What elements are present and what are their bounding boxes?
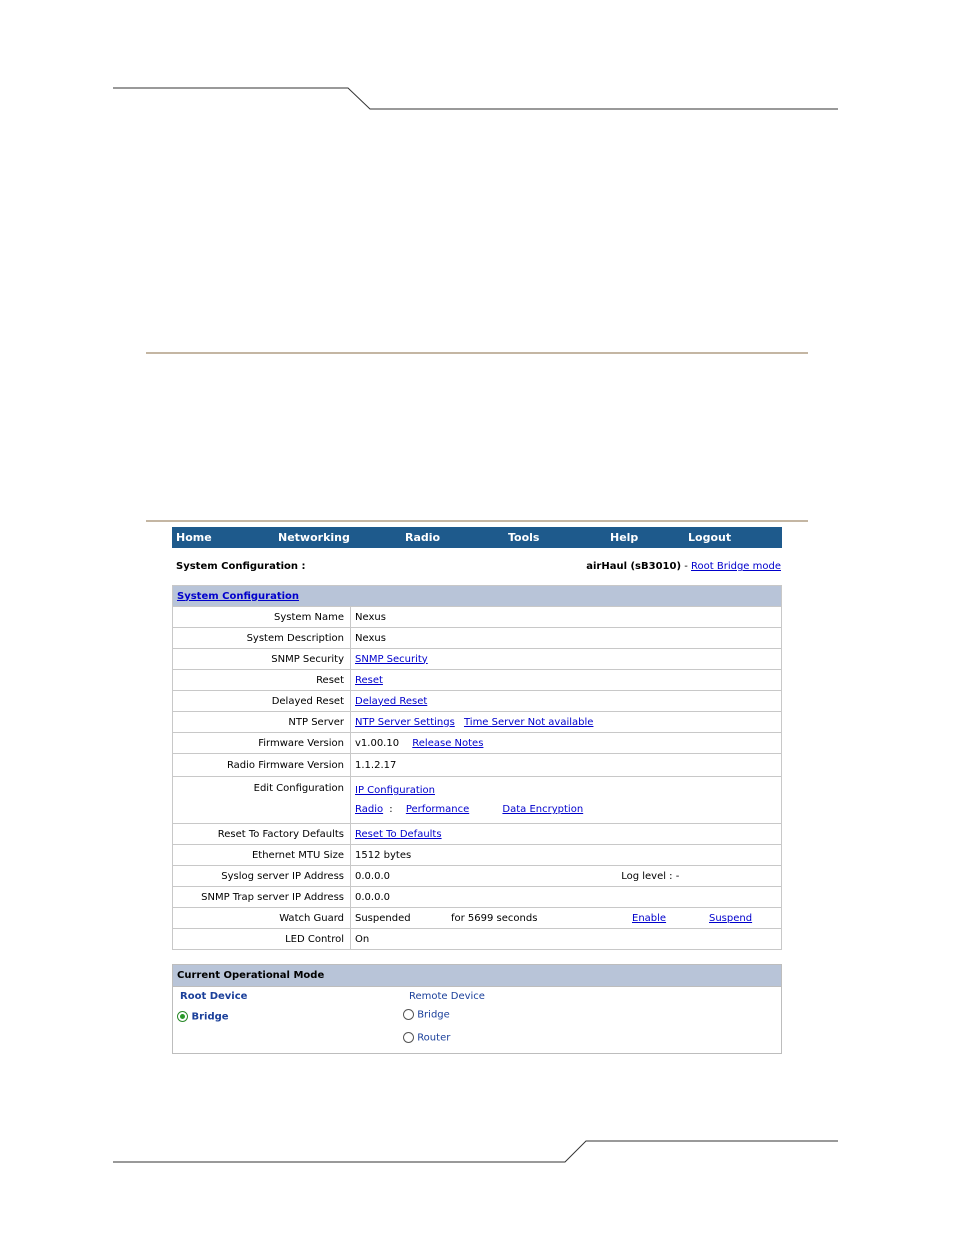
syslog-ip-value: 0.0.0.0 bbox=[355, 870, 390, 882]
top-menu-bar bbox=[172, 527, 782, 548]
mode-link[interactable]: Root Bridge mode bbox=[691, 561, 781, 572]
row-label: LED Control bbox=[173, 929, 351, 950]
remote-router-label: Router bbox=[417, 1032, 451, 1044]
table-row bbox=[173, 866, 782, 887]
table-row bbox=[173, 649, 782, 670]
table-row bbox=[173, 777, 782, 824]
watch-guard-status: Suspended bbox=[355, 912, 411, 924]
row-label: Watch Guard bbox=[173, 908, 351, 929]
system-configuration-link[interactable]: System Configuration bbox=[177, 590, 300, 602]
snmp-trap-ip-value: 0.0.0.0 bbox=[351, 887, 782, 908]
device-info bbox=[586, 561, 781, 572]
row-label: System Description bbox=[173, 628, 351, 649]
operational-mode-title: Current Operational Mode bbox=[173, 965, 781, 987]
watch-guard-suspend-link[interactable]: Suspend bbox=[709, 912, 753, 924]
ip-configuration-link[interactable]: IP Configuration bbox=[355, 785, 435, 796]
radio-unselected-icon[interactable] bbox=[403, 1032, 414, 1043]
table-row bbox=[173, 733, 782, 754]
release-notes-link[interactable]: Release Notes bbox=[412, 737, 484, 749]
row-label: Reset bbox=[173, 670, 351, 691]
table-row bbox=[173, 628, 782, 649]
radio-selected-icon[interactable] bbox=[177, 1011, 188, 1022]
table-row bbox=[173, 607, 782, 628]
snmp-security-link[interactable]: SNMP Security bbox=[355, 653, 428, 665]
table-row bbox=[173, 929, 782, 950]
menu-home[interactable]: Home bbox=[176, 531, 212, 544]
led-control-value: On bbox=[351, 929, 782, 950]
device-model: airHaul (sB3010) bbox=[586, 561, 682, 572]
menu-tools[interactable]: Tools bbox=[508, 531, 540, 544]
header-separator: - bbox=[681, 561, 692, 572]
row-label: Ethernet MTU Size bbox=[173, 845, 351, 866]
operational-mode-panel bbox=[172, 964, 782, 1054]
radio-firmware-value: 1.1.2.17 bbox=[351, 754, 782, 777]
menu-logout[interactable]: Logout bbox=[688, 531, 732, 544]
radio-colon: : bbox=[389, 804, 393, 815]
delayed-reset-link[interactable]: Delayed Reset bbox=[355, 695, 428, 707]
table-row bbox=[173, 887, 782, 908]
reset-link[interactable]: Reset bbox=[355, 674, 383, 686]
table-row bbox=[173, 908, 782, 929]
page-header bbox=[172, 548, 782, 585]
table-row bbox=[173, 712, 782, 733]
time-server-status-link[interactable]: Time Server Not available bbox=[463, 716, 594, 728]
mtu-value: 1512 bytes bbox=[351, 845, 782, 866]
section-divider-top bbox=[146, 352, 808, 354]
web-admin-screenshot bbox=[172, 527, 782, 1054]
ntp-server-settings-link[interactable]: NTP Server Settings bbox=[355, 716, 455, 728]
row-label: Syslog server IP Address bbox=[173, 866, 351, 887]
table-row bbox=[173, 670, 782, 691]
table-row bbox=[173, 691, 782, 712]
radio-config-link[interactable]: Radio bbox=[355, 804, 384, 815]
table-row bbox=[173, 824, 782, 845]
row-label: Firmware Version bbox=[173, 733, 351, 754]
table-row bbox=[173, 754, 782, 777]
reset-to-defaults-link[interactable]: Reset To Defaults bbox=[355, 828, 442, 840]
row-label: NTP Server bbox=[173, 712, 351, 733]
remote-router-option[interactable] bbox=[403, 1032, 450, 1044]
row-label: SNMP Trap server IP Address bbox=[173, 887, 351, 908]
row-label: SNMP Security bbox=[173, 649, 351, 670]
root-device-label: Root Device bbox=[180, 991, 248, 1002]
system-description-value: Nexus bbox=[351, 628, 782, 649]
watch-guard-enable-link[interactable]: Enable bbox=[632, 912, 667, 924]
remote-bridge-label: Bridge bbox=[417, 1009, 450, 1021]
remote-device-label: Remote Device bbox=[409, 991, 485, 1002]
table-row bbox=[173, 845, 782, 866]
menu-help[interactable]: Help bbox=[610, 531, 639, 544]
system-name-value: Nexus bbox=[351, 607, 782, 628]
data-encryption-link[interactable]: Data Encryption bbox=[502, 804, 584, 815]
menu-radio[interactable]: Radio bbox=[405, 531, 441, 544]
remote-bridge-option[interactable] bbox=[403, 1009, 450, 1021]
log-level-value: Log level : - bbox=[621, 870, 680, 882]
watch-guard-duration: for 5699 seconds bbox=[451, 912, 538, 924]
row-label: Reset To Factory Defaults bbox=[173, 824, 351, 845]
performance-link[interactable]: Performance bbox=[405, 804, 470, 815]
page-title: System Configuration : bbox=[176, 561, 306, 572]
section-divider-bottom bbox=[146, 520, 808, 522]
root-bridge-label: Bridge bbox=[191, 1011, 229, 1023]
row-label: System Name bbox=[173, 607, 351, 628]
row-label: Radio Firmware Version bbox=[173, 754, 351, 777]
row-label: Edit Configuration bbox=[173, 777, 351, 824]
menu-networking[interactable]: Networking bbox=[278, 531, 350, 544]
root-bridge-option[interactable] bbox=[177, 1011, 229, 1023]
row-label: Delayed Reset bbox=[173, 691, 351, 712]
radio-unselected-icon[interactable] bbox=[403, 1009, 414, 1020]
system-config-table bbox=[172, 585, 782, 950]
firmware-version-value: v1.00.10 bbox=[355, 737, 400, 749]
